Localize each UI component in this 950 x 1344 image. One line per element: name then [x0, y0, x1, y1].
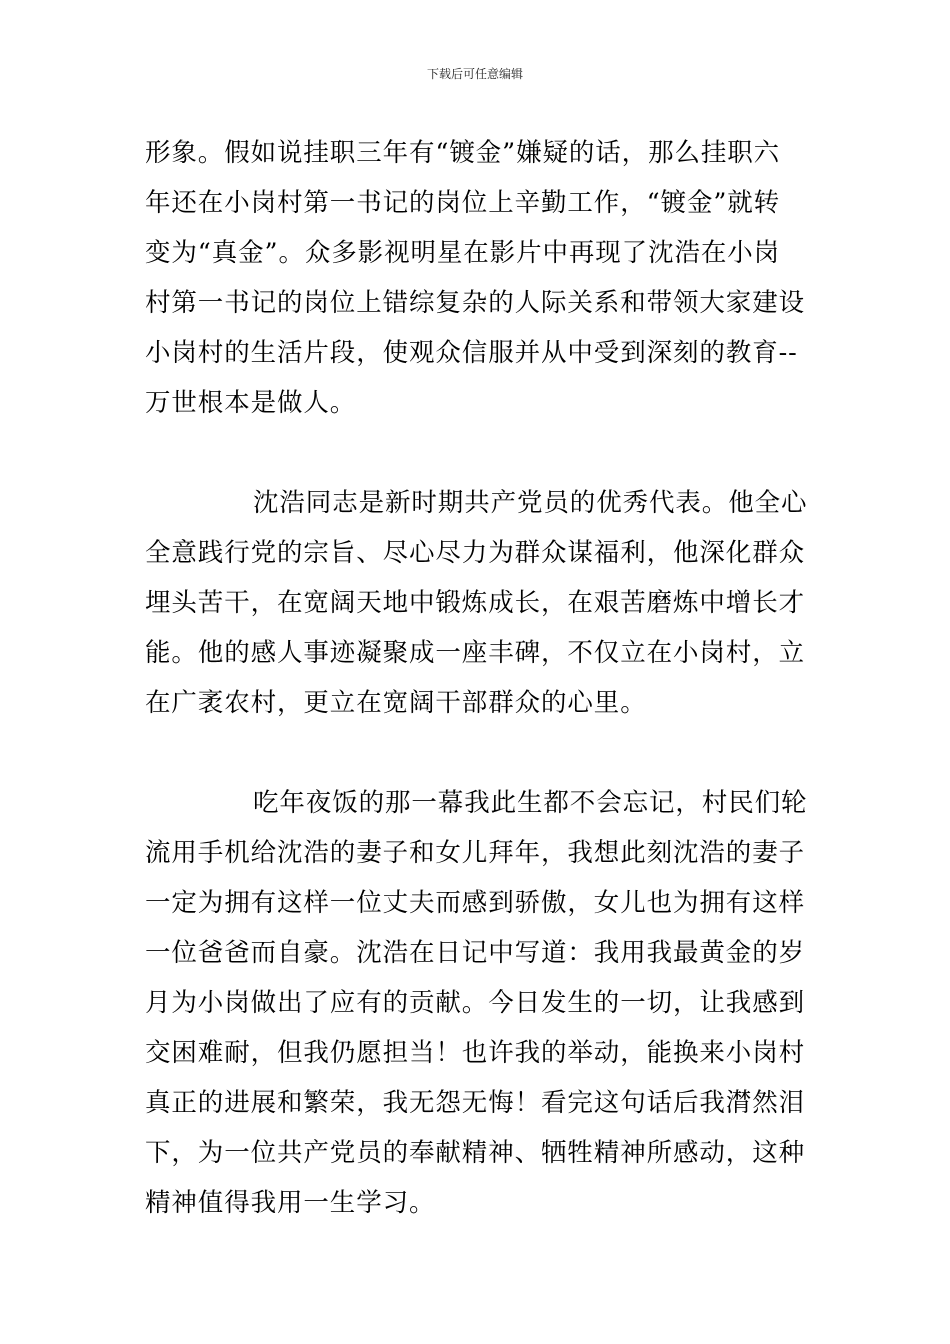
text-line: 小岗村的生活片段，使观众信服并从中受到深刻的教育--	[145, 338, 798, 368]
text-line: 能。他的感人事迹凝聚成一座丰碑，不仅立在小岗村，立	[145, 638, 806, 668]
text-line: 万世根本是做人。	[145, 388, 357, 418]
text-line: 一位爸爸而自豪。沈浩在日记中写道：我用我最黄金的岁	[145, 938, 806, 968]
text-line: 全意践行党的宗旨、尽心尽力为群众谋福利，他深化群众	[145, 538, 806, 568]
text-line: 下，为一位共产党员的奉献精神、牺牲精神所感动，这种	[145, 1138, 806, 1168]
text-line: 月为小岗做出了应有的贡献。今日发生的一切，让我感到	[145, 988, 806, 1018]
text-line: 村第一书记的岗位上错综复杂的人际关系和带领大家建设	[145, 288, 806, 318]
paragraph-2	[145, 478, 808, 728]
text-line: 在广袤农村，更立在宽阔干部群众的心里。	[145, 688, 647, 718]
paragraph-gap	[145, 428, 805, 478]
paragraph-1	[145, 128, 805, 428]
paragraph-3	[145, 778, 808, 1228]
paragraph-gap	[145, 728, 805, 778]
text-line: 一定为拥有这样一位丈夫而感到骄傲，女儿也为拥有这样	[145, 888, 806, 918]
page-header: 下载后可任意编辑	[426, 67, 523, 81]
text-line: 变为“真金”。众多影视明星在影片中再现了沈浩在小岗	[145, 238, 781, 268]
text-line: 埋头苦干，在宽阔天地中锻炼成长，在艰苦磨炼中增长才	[145, 588, 806, 618]
text-line: 精神值得我用一生学习。	[145, 1188, 436, 1218]
text-line: 真正的进展和繁荣，我无怨无悔！看完这句话后我潸然泪	[145, 1088, 806, 1118]
document-body	[145, 128, 808, 1228]
text-line: 年还在小岗村第一书记的岗位上辛勤工作，“镀金”就转	[145, 188, 781, 218]
text-line: 流用手机给沈浩的妻子和女儿拜年，我想此刻沈浩的妻子	[145, 838, 806, 868]
text-line: 吃年夜饭的那一幕我此生都不会忘记，村民们轮	[253, 788, 808, 818]
text-line: 沈浩同志是新时期共产党员的优秀代表。他全心	[253, 488, 808, 518]
text-line: 交困难耐，但我仍愿担当！也许我的举动，能换来小岗村	[145, 1038, 806, 1068]
text-line: 形象。假如说挂职三年有“镀金”嫌疑的话，那么挂职六	[145, 138, 781, 168]
